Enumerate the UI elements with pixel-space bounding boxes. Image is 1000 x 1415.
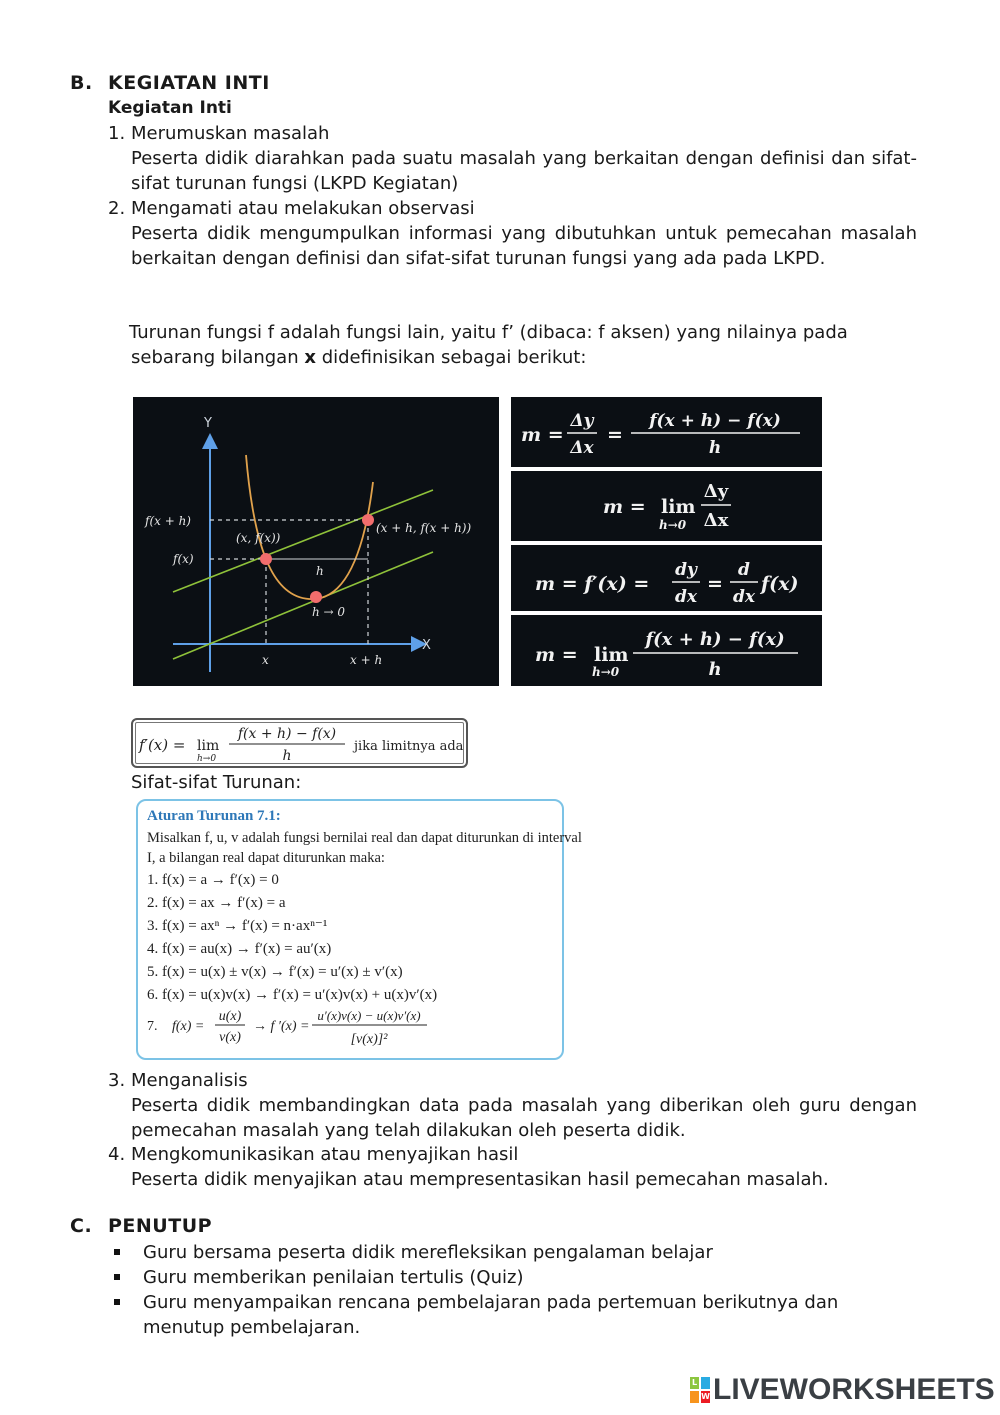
def-den: h bbox=[282, 748, 292, 764]
label-h: h bbox=[316, 564, 324, 578]
rule-5: 5. f(x) = u(x) ± v(x) → f′(x) = u′(x) ± v′(x) bbox=[147, 964, 403, 980]
f4-lhs: m = bbox=[535, 644, 578, 666]
intro-line-2: sebarang bilangan x didefinisikan sebagai berikut: bbox=[131, 347, 587, 368]
point-h-to-0 bbox=[310, 591, 322, 603]
logo-block-blue bbox=[701, 1377, 710, 1389]
derivative-definition-box bbox=[131, 718, 468, 768]
f2-den: Δx bbox=[703, 510, 729, 531]
item-3-title: Menganalisis bbox=[131, 1070, 248, 1091]
f4-lim: lim bbox=[594, 644, 629, 666]
rule-7-lhs: f(x) = bbox=[172, 1019, 205, 1034]
f3-num1: dy bbox=[675, 560, 697, 580]
f4-sub: h→0 bbox=[592, 665, 620, 679]
bullet-icon bbox=[114, 1299, 120, 1305]
derivative-graph bbox=[133, 397, 499, 686]
section-b-letter: B. bbox=[70, 72, 93, 94]
section-b-subtitle: Kegiatan Inti bbox=[108, 98, 232, 118]
item-1-title: Merumuskan masalah bbox=[131, 123, 330, 144]
section-b-title: KEGIATAN INTI bbox=[108, 72, 270, 94]
liveworksheets-logo-icon bbox=[690, 1377, 710, 1403]
f3-den2: dx bbox=[732, 587, 756, 607]
f2-lim: lim bbox=[661, 496, 696, 518]
aturan-turunan-box bbox=[136, 799, 582, 1060]
rule-6: 6. f(x) = u(x)v(x) → f′(x) = u′(x)v(x) + u(x)v′(x) bbox=[147, 987, 438, 1003]
f2-sub: h→0 bbox=[659, 518, 687, 532]
item-1-number: 1. bbox=[108, 123, 126, 144]
rule-7-n2: u′(x)v(x) − u(x)v′(x) bbox=[317, 1008, 421, 1023]
liveworksheets-brand[interactable]: LIVEWORKSHEETS bbox=[713, 1373, 995, 1406]
item-3-body: Peserta didik membandingkan data pada masalah yang diberikan oleh guru dengan pemecahan masalah yang telah dilakukan oleh peserta didik. bbox=[131, 1095, 917, 1141]
logo-block-w: W bbox=[701, 1392, 710, 1401]
sifat-turunan-label: Sifat-sifat Turunan: bbox=[131, 772, 302, 793]
f4-num: f(x + h) − f(x) bbox=[645, 629, 785, 650]
section-c-letter: C. bbox=[70, 1215, 93, 1237]
rule-3: 3. f(x) = axⁿ → f′(x) = n·axⁿ⁻¹ bbox=[147, 918, 328, 934]
item-3-number: 3. bbox=[108, 1070, 126, 1091]
rule-7-d2: [v(x)]² bbox=[350, 1032, 388, 1047]
y-axis-label: Y bbox=[204, 416, 212, 431]
rule-4: 4. f(x) = au(x) → f′(x) = au′(x) bbox=[147, 941, 332, 957]
item-2-number: 2. bbox=[108, 198, 126, 219]
secant-line bbox=[173, 490, 433, 592]
f3-eq: = bbox=[707, 573, 723, 595]
rules-title: Aturan Turunan 7.1: bbox=[147, 808, 281, 824]
item-2-body: Peserta didik mengumpulkan informasi yang dibutuhkan untuk pemecahan masalah berkaitan dengan definisi dan sifat-sifat turunan fungsi yang ada pada LKPD. bbox=[131, 223, 917, 269]
rule-7 bbox=[147, 1006, 447, 1052]
f1-num1: Δy bbox=[570, 411, 594, 431]
rule-7-n1: u(x) bbox=[218, 1009, 242, 1024]
bullet-icon bbox=[114, 1249, 120, 1255]
logo-block-l: L bbox=[691, 1378, 698, 1387]
rule-1: 1. f(x) = a → f′(x) = 0 bbox=[147, 872, 279, 888]
label-point1: (x, f(x)) bbox=[236, 531, 281, 545]
derivative-graph-panel bbox=[133, 397, 499, 686]
label-xh-tick: x + h bbox=[350, 653, 383, 667]
item-1-body: Peserta didik diarahkan pada suatu masalah yang berkaitan dengan definisi dan sifat-sifat turunan fungsi (LKPD Kegiatan) bbox=[131, 148, 917, 194]
rule-7-arrow: → f ′(x) = bbox=[253, 1019, 310, 1034]
f1-den2: h bbox=[708, 438, 722, 458]
formula-svg bbox=[511, 397, 822, 686]
label-x-tick: x bbox=[262, 653, 269, 667]
bullet-icon bbox=[114, 1274, 120, 1280]
f1-lhs: m = bbox=[521, 424, 564, 446]
rule-7-num: 7. bbox=[147, 1019, 158, 1034]
f3-tail: f(x) bbox=[761, 573, 799, 595]
f3-den1: dx bbox=[674, 587, 698, 607]
penutup-item-1: Guru bersama peserta didik merefleksikan pengalaman belajar bbox=[143, 1242, 713, 1263]
logo-block-orange bbox=[690, 1391, 699, 1403]
rule-2: 2. f(x) = ax → f′(x) = a bbox=[147, 895, 286, 911]
point-xh-fxh bbox=[362, 514, 374, 526]
f2-lhs: m = bbox=[603, 496, 646, 518]
label-fx: f(x) bbox=[173, 552, 194, 566]
f3-lhs: m = f′(x) = bbox=[535, 573, 650, 595]
f1-num2: f(x + h) − f(x) bbox=[649, 411, 781, 431]
item-4-title: Mengkomunikasikan atau menyajikan hasil bbox=[131, 1144, 519, 1165]
function-curve bbox=[246, 455, 373, 599]
def-lhs: f′(x) = bbox=[139, 736, 186, 754]
tangent-line bbox=[173, 552, 433, 659]
def-sub: h→0 bbox=[197, 754, 217, 764]
separator-2 bbox=[511, 541, 822, 545]
item-2-title: Mengamati atau melakukan observasi bbox=[131, 198, 475, 219]
label-point2: (x + h, f(x + h)) bbox=[376, 521, 472, 535]
f4-den: h bbox=[708, 659, 722, 680]
f2-num: Δy bbox=[703, 481, 729, 502]
rules-intro-1: Misalkan f, u, v adalah fungsi bernilai real dan dapat diturunkan di interval bbox=[147, 830, 582, 846]
item-4-body: Peserta didik menyajikan atau mempresentasikan hasil pemecahan masalah. bbox=[131, 1169, 829, 1190]
penutup-item-3: Guru menyampaikan rencana pembelajaran pada pertemuan berikutnya dan menutup pembelajaran. bbox=[143, 1292, 839, 1338]
def-tail: jika limitnya ada bbox=[354, 739, 464, 754]
point-x-fx bbox=[260, 553, 272, 565]
intro-line-1: Turunan fungsi f adalah fungsi lain, yaitu f’ (dibaca: f aksen) yang nilainya pada bbox=[129, 322, 848, 343]
item-4-number: 4. bbox=[108, 1144, 126, 1165]
f1-eq: = bbox=[607, 424, 623, 446]
formula-panels bbox=[511, 397, 822, 686]
label-fxh: f(x + h) bbox=[145, 514, 191, 528]
label-h-to-0: h → 0 bbox=[312, 605, 346, 619]
x-axis-label: X bbox=[422, 638, 431, 653]
section-c-title: PENUTUP bbox=[108, 1215, 213, 1237]
penutup-item-2: Guru memberikan penilaian tertulis (Quiz) bbox=[143, 1267, 524, 1288]
separator-3 bbox=[511, 611, 822, 615]
rules-intro-2: I, a bilangan real dapat diturunkan maka: bbox=[147, 850, 385, 866]
separator-1 bbox=[511, 467, 822, 471]
rule-7-d1: v(x) bbox=[219, 1030, 241, 1045]
f1-den1: Δx bbox=[570, 438, 594, 458]
definition-svg bbox=[133, 720, 466, 766]
def-num: f(x + h) − f(x) bbox=[237, 726, 337, 742]
f3-num2: d bbox=[738, 560, 750, 580]
def-lim: lim bbox=[197, 738, 220, 754]
